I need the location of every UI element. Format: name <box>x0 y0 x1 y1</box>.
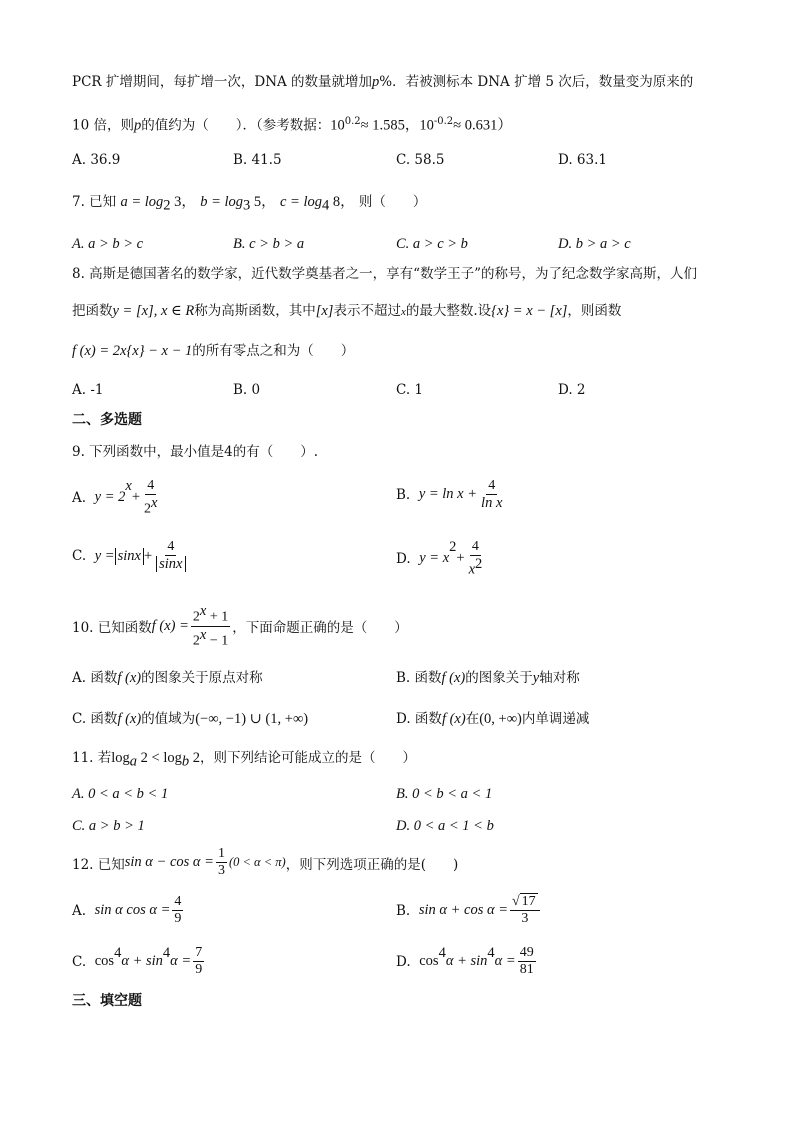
q8-frac-part: {x} = x − [x] <box>491 303 568 319</box>
math-expr: f (x) <box>441 711 466 727</box>
option-text: C. 函数 <box>72 711 118 727</box>
math-expr: − 1 <box>206 633 229 649</box>
option-label: D. <box>396 953 411 970</box>
q12-option-a[interactable] <box>72 894 185 927</box>
math-expr: α + sin <box>445 953 488 970</box>
q6-ref2-base: 10 <box>419 117 434 134</box>
q6-text: 的值约为（ ）．（参考数据： <box>141 117 331 134</box>
fraction-numerator: 4 <box>172 894 183 911</box>
fraction <box>191 603 230 650</box>
math-exp: x <box>199 626 207 643</box>
q8-text: 表示不超过 <box>333 303 401 319</box>
q7-a-expr: a = log <box>120 194 164 210</box>
q8-floor: [x] <box>315 303 334 319</box>
q8-text: 的最大整数.设 <box>405 303 492 319</box>
q6-line1 <box>72 74 693 91</box>
math-abs: sinx <box>115 548 144 565</box>
fraction-numerator: 1 <box>216 846 227 863</box>
q6-ref2-exp: -0.2 <box>433 116 454 127</box>
fraction <box>193 945 204 978</box>
math-exp: x <box>199 603 207 619</box>
q7-option-d[interactable]: D. b > a > c <box>558 236 631 252</box>
q6-ref2-val: ≈ 0.631） <box>453 117 512 134</box>
q8-text: 把函数 <box>72 303 113 319</box>
option-text: A. 函数 <box>72 670 118 686</box>
q7-suffix: 则（ ） <box>358 194 427 210</box>
q6-option-d[interactable]: D. 63.1 <box>558 152 607 168</box>
q11-stem <box>72 750 416 771</box>
fraction-denominator: sinx <box>156 556 185 572</box>
q6-option-c[interactable]: C. 58.5 <box>396 152 445 168</box>
q8-text: 称为高斯函数，其中 <box>194 303 316 319</box>
q7-option-a[interactable]: A. a > b > c <box>72 236 144 252</box>
fraction <box>510 894 540 927</box>
fraction-denominator: 81 <box>519 962 534 978</box>
fraction <box>467 539 485 579</box>
fraction-denominator: ln x <box>481 495 503 512</box>
math-expr: cos <box>94 953 115 970</box>
math-expr: + 1 <box>206 609 229 625</box>
q10-stem <box>72 603 408 650</box>
option-text: 的值域为 <box>141 711 196 727</box>
fraction <box>479 478 504 512</box>
q8-option-a[interactable]: A. -1 <box>72 382 104 398</box>
q6-ref1-exp: 0.2 <box>344 116 361 127</box>
q6-var-p: p <box>372 74 380 90</box>
q11-option-b[interactable]: B. 0 < b < a < 1 <box>396 786 493 802</box>
fraction-numerator: 4 <box>470 539 481 556</box>
q8-option-c[interactable]: C. 1 <box>396 382 424 398</box>
q7-b-base: 3 <box>243 197 251 214</box>
math-exp: 4 <box>487 945 495 961</box>
q10-option-b[interactable] <box>396 666 580 687</box>
section-heading-multi-choice: 二、多选题 <box>72 412 142 428</box>
math-exp: 2 <box>475 556 483 573</box>
q8-option-b[interactable]: B. 0 <box>233 382 261 398</box>
math-exp: 4 <box>114 945 122 961</box>
option-label: C. <box>72 548 87 565</box>
option-text: 内单调递减 <box>521 711 590 727</box>
q9-option-a[interactable] <box>72 478 161 518</box>
q12-option-c[interactable] <box>72 945 206 978</box>
math-expr: f (x) <box>117 711 142 727</box>
q6-option-a[interactable]: A. 36.9 <box>72 152 121 168</box>
fraction-denominator: 2 <box>144 501 151 517</box>
math-expr: f (x) = <box>151 617 189 634</box>
fraction-numerator: 17 <box>521 894 536 909</box>
option-text: 的图象关于 <box>465 670 533 686</box>
fraction <box>142 478 159 518</box>
fraction-denominator: 9 <box>174 911 182 927</box>
q8-line2 <box>72 303 621 320</box>
option-label: B. <box>396 902 411 919</box>
q8-text: 的所有零点之和为（ ） <box>192 343 355 359</box>
math-expr: α = <box>170 953 192 970</box>
q12-stem <box>72 846 458 879</box>
q7-option-c[interactable]: C. a > c > b <box>396 236 468 252</box>
math-expr: sin α cos α = <box>94 902 171 919</box>
fraction-numerator: 4 <box>165 539 176 556</box>
fraction-denominator: x <box>468 561 476 578</box>
math-exp: x <box>151 495 158 512</box>
math-sub: a <box>129 753 138 770</box>
q11-option-d[interactable]: D. 0 < a < 1 < b <box>396 818 494 834</box>
fraction <box>216 846 227 879</box>
math-var: y <box>532 670 540 686</box>
math-op: + <box>131 489 140 506</box>
q7-option-b[interactable]: B. c > b > a <box>233 236 305 252</box>
q9-option-b[interactable] <box>396 478 506 512</box>
option-label: C. <box>72 953 87 970</box>
q11-number: 11. 若 <box>72 750 112 766</box>
q12-option-d[interactable] <box>396 945 538 978</box>
q6-ref1-base: 10 <box>330 117 345 134</box>
q8-var-x: x <box>400 306 406 318</box>
math-exp: 2 <box>449 539 457 555</box>
q8-function: f (x) = 2x{x} − x − 1 <box>72 343 193 359</box>
math-expr: α = <box>494 953 516 970</box>
option-text: B. 函数 <box>396 670 442 686</box>
fraction-denominator: 3 <box>217 863 225 879</box>
q10-suffix: ，下面命题正确的是（ ） <box>232 620 408 637</box>
option-label: D. <box>396 550 411 567</box>
q6-text: %．若被测标本 DNA 扩增 5 次后，数量变为原来的 <box>379 74 694 90</box>
q8-line3 <box>72 343 354 360</box>
q8-option-d[interactable]: D. 2 <box>558 382 586 398</box>
option-label: B. <box>396 486 411 503</box>
fraction-denominator: 3 <box>521 911 529 927</box>
q7-number: 7. 已知 <box>72 194 117 210</box>
option-text: D. 函数 <box>396 711 442 727</box>
q6-var-p: p <box>133 117 142 134</box>
fraction-numerator: 4 <box>145 478 156 495</box>
math-expr: cos <box>419 953 439 970</box>
math-exp: x <box>125 478 132 494</box>
q10-option-a[interactable] <box>72 666 263 687</box>
q8-line1: 8. 高斯是德国著名的数学家，近代数学奠基者之一，享有“数学王子”的称号，为了纪念数学家高斯，人们 <box>72 266 697 282</box>
q11-suffix: ，则下列结论可能成立的是（ ） <box>200 750 417 766</box>
math-expr: 2 <box>189 750 201 766</box>
math-op: + <box>456 550 465 567</box>
q7-b-arg: 5， <box>250 194 276 210</box>
option-label: A. <box>72 902 87 919</box>
q12-suffix: ，则下列选项正确的是( ) <box>285 856 459 873</box>
q8-text: ，则函数 <box>567 303 622 319</box>
fraction <box>172 894 183 927</box>
math-expr: sin α + cos α = <box>418 902 508 919</box>
section-heading-fill-blank: 三、填空题 <box>72 993 142 1009</box>
math-expr: y = 2 <box>94 489 126 506</box>
q7-a-arg: 3， <box>170 194 196 210</box>
q11-option-c[interactable]: C. a > b > 1 <box>72 818 145 834</box>
math-expr: α + sin <box>121 953 163 970</box>
q11-option-a[interactable]: A. 0 < a < b < 1 <box>72 786 169 802</box>
q7-c-expr: c = log <box>279 194 322 210</box>
fraction-numerator: 7 <box>193 945 204 962</box>
math-expr: sin α − cos α = <box>124 854 214 871</box>
math-exp: 4 <box>162 945 171 961</box>
math-expr: y = x <box>419 550 450 567</box>
math-expr: y = <box>94 547 115 564</box>
q7-c-base: 4 <box>321 197 330 214</box>
q7-b-expr: b = log <box>200 194 244 210</box>
q6-text: 10 倍，则 <box>72 117 134 134</box>
q6-ref1-val: ≈ 1.585， <box>360 117 420 134</box>
q7-c-arg: 8， <box>329 194 355 210</box>
q10-option-d[interactable] <box>396 707 589 728</box>
fraction-denominator: 2 <box>192 633 200 649</box>
q9-option-c[interactable] <box>72 539 190 573</box>
fraction <box>154 539 187 573</box>
math-sub: b <box>181 753 190 770</box>
q6-text: PCR 扩增期间，每扩增一次，DNA 的数量就增加 <box>72 74 373 90</box>
math-condition: (0 < α < π) <box>228 855 286 870</box>
math-expr: log <box>111 750 130 766</box>
q6-line2 <box>72 116 512 135</box>
option-label: A. <box>72 489 87 506</box>
q9-option-d[interactable] <box>396 539 486 579</box>
q8-gauss-def: y = [x], x ∈ R <box>112 303 195 319</box>
q9-stem: 9. 下列函数中，最小值是4的有（ ）. <box>72 444 319 460</box>
option-text: 轴对称 <box>539 670 580 686</box>
fraction-numerator: 4 <box>486 478 497 495</box>
q10-number: 10. 已知函数 <box>72 620 152 637</box>
q12-option-b[interactable] <box>396 894 542 927</box>
fraction-numerator: 2 <box>192 609 200 625</box>
q12-number: 12. 已知 <box>72 856 125 873</box>
fraction <box>518 945 536 978</box>
q7-stem <box>72 194 426 215</box>
option-text: 在 <box>465 711 480 727</box>
math-expr: f (x) <box>117 670 142 686</box>
math-exp: 4 <box>438 945 446 961</box>
math-set: (0, +∞) <box>479 711 522 727</box>
q6-option-b[interactable]: B. 41.5 <box>233 152 282 168</box>
fraction-numerator: 49 <box>518 945 536 962</box>
math-set: (−∞, −1) ∪ (1, +∞) <box>195 711 309 727</box>
math-expr: y = ln x + <box>418 486 478 503</box>
fraction-denominator: 9 <box>195 962 203 978</box>
math-op: + <box>143 547 153 564</box>
sqrt-icon: √ <box>511 894 520 909</box>
option-text: 的图象关于原点对称 <box>141 670 263 686</box>
q10-option-c[interactable] <box>72 707 308 728</box>
q7-a-base: 2 <box>163 197 171 214</box>
math-expr: f (x) <box>441 670 466 686</box>
math-expr: 2 < log <box>137 750 182 766</box>
